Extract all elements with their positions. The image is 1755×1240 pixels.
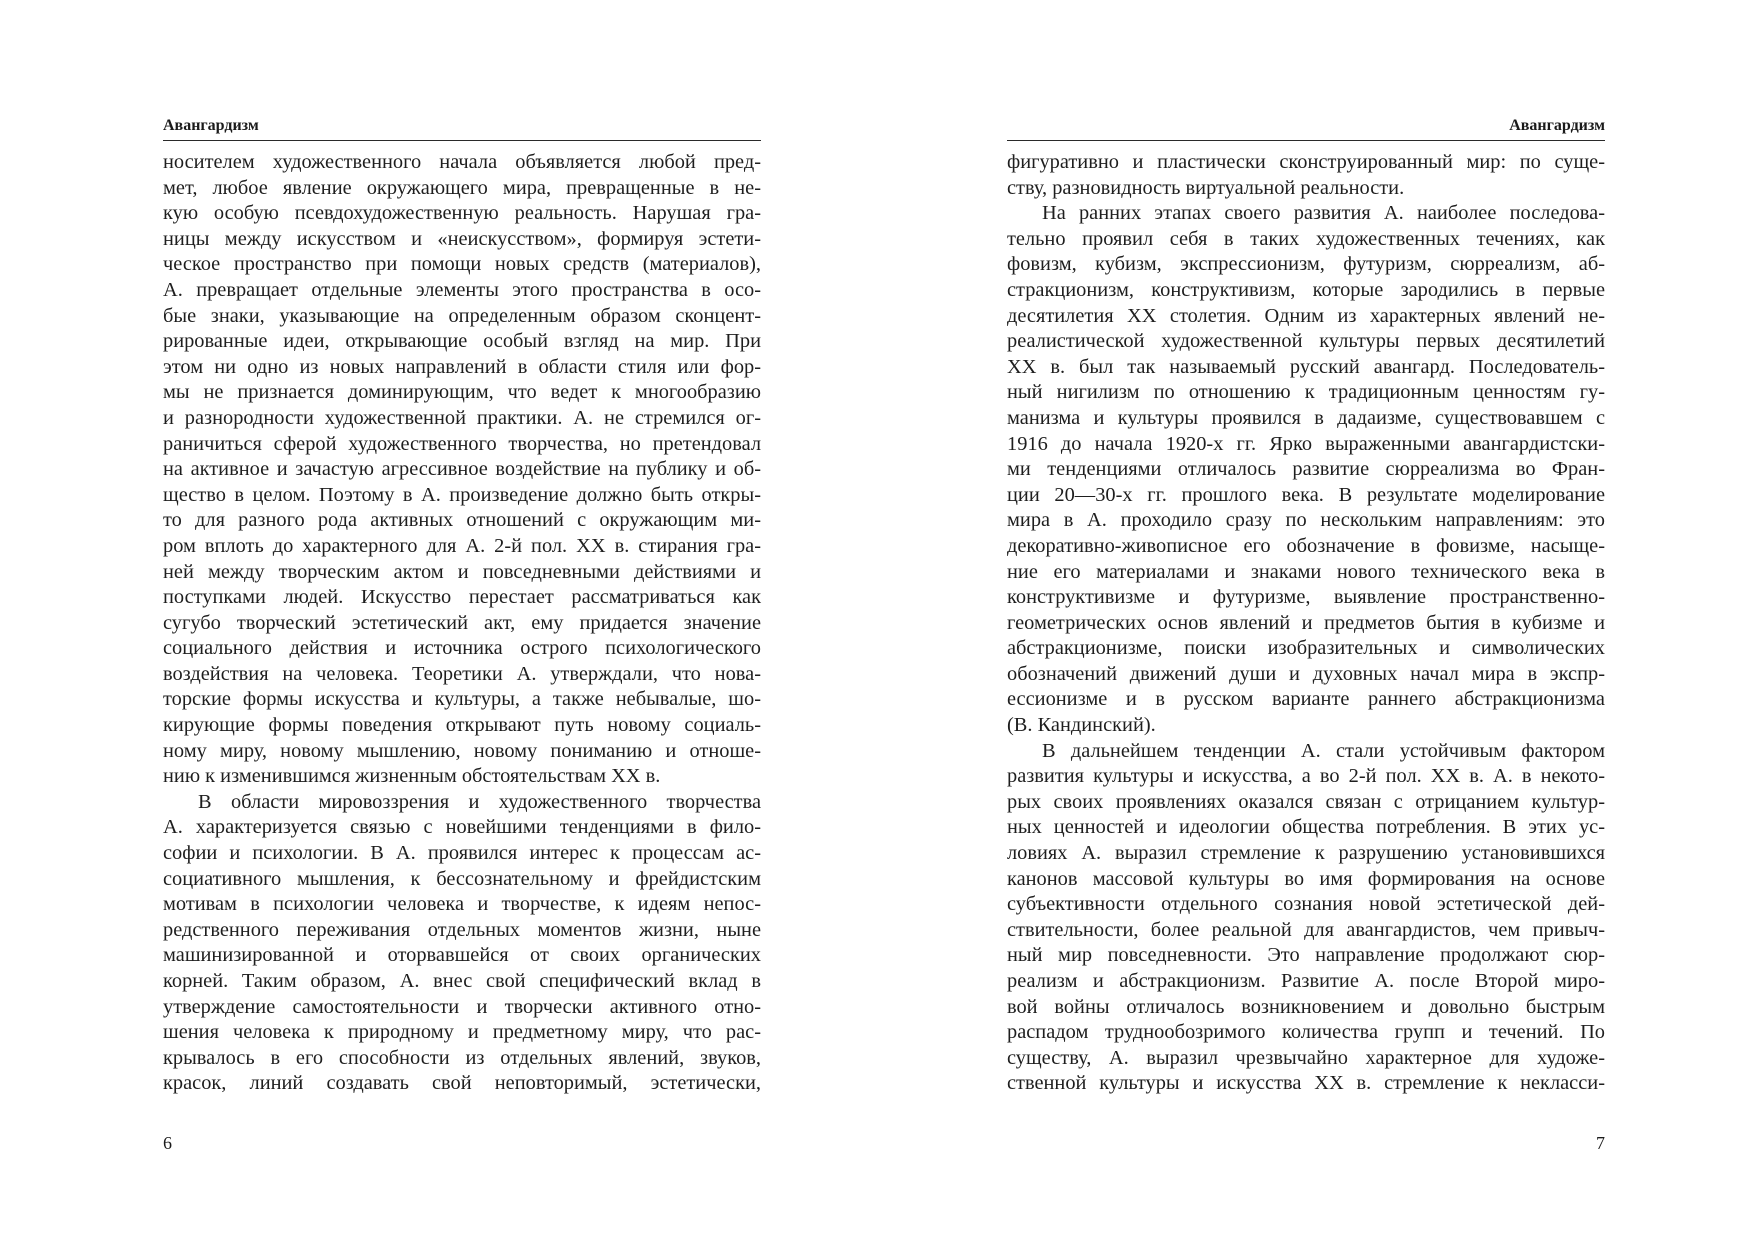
text-line: ству, разновидность виртуальной реальности. (1007, 176, 1405, 199)
text-line: фигуративно и пластически сконструированный мир: по суще- (1007, 151, 1605, 173)
text-line: фовизм, кубизм, экспрессионизм, футуризм, сюрреализм, аб- (1007, 253, 1605, 276)
text-line: В дальнейшем тенденции А. стали устойчивым фактором (1042, 739, 1605, 762)
text-line: декоративно-живописное его обозначение в фовизме, насыще- (1007, 534, 1605, 557)
text-line: субъективности отдельного сознания новой эстетической дей- (1007, 893, 1605, 916)
text-line: реализм и абстракционизм. Развитие А. после Второй миро- (1007, 970, 1605, 992)
page-number: 6 (163, 1133, 172, 1153)
text-line: рированные идеи, открывающие особый взгляд на мир. При (163, 330, 761, 353)
text-line: софии и психологии. В А. проявился интерес к процессам ас- (163, 842, 761, 865)
text-line: ный нигилизм по отношению к традиционным ценностям гу- (1007, 381, 1605, 404)
text-line: ром вплоть до характерного для А. 2-й пол. XX в. стирания гра- (163, 534, 761, 557)
text-line: социативного мышления, к бессознательному и фрейдистским (163, 867, 761, 890)
text-line: существу, А. выразил чрезвычайно характерное для художе- (1007, 1046, 1605, 1069)
text-line: мотивам в психологии человека и творчестве, к идеям непос- (163, 893, 761, 916)
text-line: ции 20—30-х гг. прошлого века. В результате моделирование (1007, 483, 1605, 506)
text-line: щество в целом. Поэтому в А. произведение должно быть откры- (163, 483, 761, 506)
text-line: ному миру, новому мышлению, новому пониманию и отноше- (163, 739, 761, 762)
text-line: ных ценностей и идеологии общества потребления. В этих ус- (1007, 816, 1605, 839)
text-line: обозначений движений души и духовных начал мира в экспр- (1007, 662, 1605, 685)
text-line: абстракционизме, поиски изобразительных и символических (1007, 637, 1605, 660)
text-line: нию к изменившимся жизненным обстоятельствам XX в. (163, 765, 661, 788)
text-line: десятилетия XX столетия. Одним из характерных явлений не- (1007, 304, 1605, 327)
text-line: геометрических основ явлений и предметов бытия в кубизме и (1007, 611, 1605, 634)
text-line: развития культуры и искусства, а во 2-й пол. XX в. А. в некото- (1007, 765, 1605, 788)
header-rule (163, 140, 761, 141)
text-line: конструктивизме и футуризме, выявление пространственно- (1007, 586, 1605, 609)
running-head: Авангардизм (1509, 117, 1605, 134)
text-line: красок, линий создавать свой неповторимый, эстетически, (163, 1072, 761, 1095)
text-line: кую особую псевдохудожественную реальность. Нарушая гра- (163, 202, 761, 225)
text-line: На ранних этапах своего развития А. наиболее последова- (1042, 202, 1605, 225)
text-line: крывалось в его способности из отдельных явлений, звуков, (163, 1046, 761, 1069)
text-line: А. превращает отдельные элементы этого пространства в осо- (163, 278, 761, 301)
text-line: социального действия и источника острого психологического (163, 637, 761, 660)
text-line: мет, любое явление окружающего мира, превращенные в не- (163, 176, 761, 199)
text-line: этом ни одно из новых направлений в области стиля или фор- (163, 355, 761, 378)
text-line: мы не признается доминирующим, что ведет к многообразию (163, 381, 761, 404)
text-line: редственного переживания отдельных моментов жизни, ныне (163, 918, 761, 941)
text-line: ми тенденциями отличалось развитие сюрреализма во Фран- (1007, 458, 1605, 481)
text-line: А. характеризуется связью с новейшими тенденциями в фило- (163, 816, 761, 839)
text-line: утверждение самостоятельности и творчески активного отно- (163, 995, 761, 1018)
text-line: ствительности, более реальной для авангардистов, чем привыч- (1007, 918, 1605, 941)
text-line: ней между творческим актом и повседневными действиями и (163, 560, 761, 583)
text-line: носителем художественного начала объявляется любой пред- (163, 151, 761, 173)
body-text (1007, 150, 1605, 1097)
text-line: канонов массовой культуры во имя формирования на основе (1007, 867, 1605, 890)
text-line: вой войны отличалось возникновением и довольно быстрым (1007, 995, 1605, 1018)
text-line: поступками людей. Искусство перестает рассматриваться как (163, 586, 761, 609)
text-line: XX в. был так называемый русский авангард. Последователь- (1007, 355, 1605, 378)
text-line: шения человека к природному и предметному миру, что рас- (163, 1021, 761, 1044)
header-rule (1007, 140, 1605, 141)
text-line: раничиться сферой художественного творчества, но претендовал (163, 432, 761, 455)
body-text (163, 150, 761, 1097)
text-line: ловиях А. выразил стремление к разрушению установившихся (1007, 842, 1605, 865)
text-line: В области мировоззрения и художественного творчества (198, 790, 761, 813)
text-line: воздействия на человека. Теоретики А. утверждали, что нова- (163, 662, 761, 685)
text-line: ессионизме и в русском варианте раннего абстракционизма (1007, 688, 1605, 711)
text-line: распадом труднообозримого количества групп и течений. По (1007, 1021, 1605, 1044)
text-line: манизма и культуры проявился в дадаизме, существовавшем с (1007, 406, 1605, 429)
text-line: на активное и зачастую агрессивное воздействие на публику и об- (163, 458, 761, 481)
text-line: сугубо творческий эстетический акт, ему придается значение (163, 611, 761, 634)
text-line: и разнородности художественной практики. А. не стремился ог- (163, 406, 761, 429)
text-line: ственной культуры и искусства XX в. стремление к некласси- (1007, 1072, 1605, 1095)
text-line: то для разного рода активных отношений с окружающим ми- (163, 509, 761, 532)
text-line: 1916 до начала 1920-х гг. Ярко выраженными авангардистски- (1007, 432, 1605, 455)
text-line: корней. Таким образом, А. внес свой специфический вклад в (163, 970, 761, 992)
text-line: кирующие формы поведения открывают путь новому социаль- (163, 714, 761, 737)
text-line: мира в А. проходило сразу по нескольким направлениям: это (1007, 509, 1605, 532)
text-line: ние его материалами и знаками нового технического века в (1007, 560, 1605, 583)
text-line: торские формы искусства и культуры, а также небывалые, шо- (163, 688, 761, 711)
text-line: тельно проявил себя в таких художественных течениях, как (1007, 227, 1605, 250)
text-line: реалистической художественной культуры первых десятилетий (1007, 330, 1605, 353)
running-head: Авангардизм (163, 117, 259, 134)
text-line: ческое пространство при помощи новых средств (материалов), (163, 253, 761, 276)
page-number: 7 (1596, 1133, 1605, 1153)
text-line: стракционизм, конструктивизм, которые зародились в первые (1007, 278, 1605, 301)
text-line: (В. Кандинский). (1007, 714, 1156, 737)
text-line: машинизированной и оторвавшейся от своих органических (163, 944, 761, 967)
text-line: рых своих проявлениях оказался связан с отрицанием культур- (1007, 790, 1605, 813)
text-line: ницы между искусством и «неискусством», формируя эстети- (163, 227, 761, 250)
text-line: бые знаки, указывающие на определенным образом сконцент- (163, 304, 761, 327)
text-line: ный мир повседневности. Это направление продолжают сюр- (1007, 944, 1605, 967)
